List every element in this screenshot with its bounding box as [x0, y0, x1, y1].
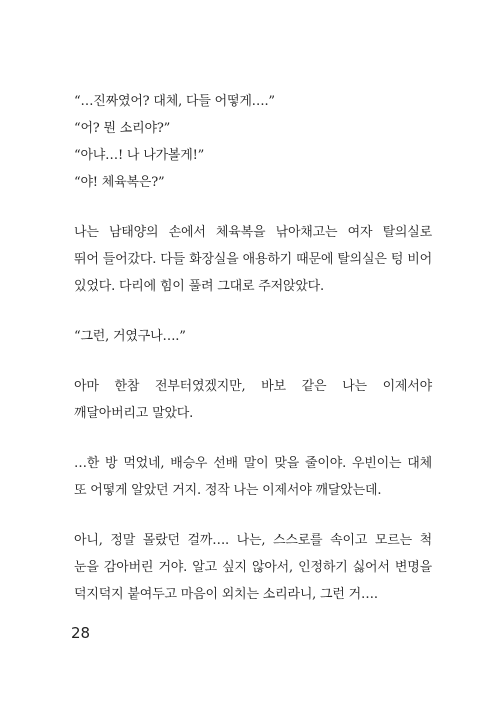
- text-line: “어? 뭔 소리야?”: [74, 121, 171, 136]
- narration-paragraph: [74, 373, 432, 427]
- text-line: 아니, 정말 몰랐던 걸까…. 나는, 스스로를 속이고 모르는 척: [74, 533, 432, 548]
- narration-paragraph: [74, 219, 432, 300]
- text-line: 나는 남태양의 손에서 체육복을 낚아채고는 여자 탈의실로: [74, 225, 432, 240]
- paragraph-gap: [74, 504, 432, 527]
- paragraph-gap: [74, 196, 432, 219]
- text-line: 아마 한참 전부터였겠지만, 바보 같은 나는 이제서야: [74, 379, 432, 394]
- text-line: 뛰어 들어갔다. 다들 화장실을 애용하기 때문에 탈의실은 텅 비어: [74, 252, 432, 267]
- narration-paragraph: [74, 527, 432, 608]
- page-number: 28: [71, 624, 91, 642]
- text-line: …한 방 먹었네, 배승우 선배 말이 맞을 줄이야. 우빈이는 대체: [74, 456, 432, 471]
- text-line: 깨달아버리고 말았다.: [74, 406, 194, 421]
- narration-paragraph: [74, 450, 432, 504]
- text-line: 눈을 감아버린 거야. 알고 싶지 않아서, 인정하기 싫어서 변명을: [74, 560, 432, 575]
- text-line: 있었다. 다리에 힘이 풀려 그대로 주저앉았다.: [74, 279, 324, 294]
- text-line: “아냐…! 나 나가볼게!”: [74, 148, 205, 163]
- text-line: 또 어떻게 알았던 거지. 정작 나는 이제서야 깨달았는데.: [74, 483, 382, 498]
- text-line: “…진짜였어? 대체, 다들 어떻게….”: [74, 94, 275, 109]
- paragraph-gap: [74, 350, 432, 373]
- dialogue-paragraph: [74, 323, 432, 350]
- paragraph-gap: [74, 427, 432, 450]
- page-body: [74, 88, 432, 608]
- dialogue-paragraph: [74, 88, 432, 196]
- text-line: “그런, 거였구나….”: [74, 329, 186, 344]
- text-line: “야! 체육복은?”: [74, 175, 165, 190]
- paragraph-gap: [74, 300, 432, 323]
- text-line: 덕지덕지 붙여두고 마음이 외치는 소리라니, 그런 거….: [74, 587, 378, 602]
